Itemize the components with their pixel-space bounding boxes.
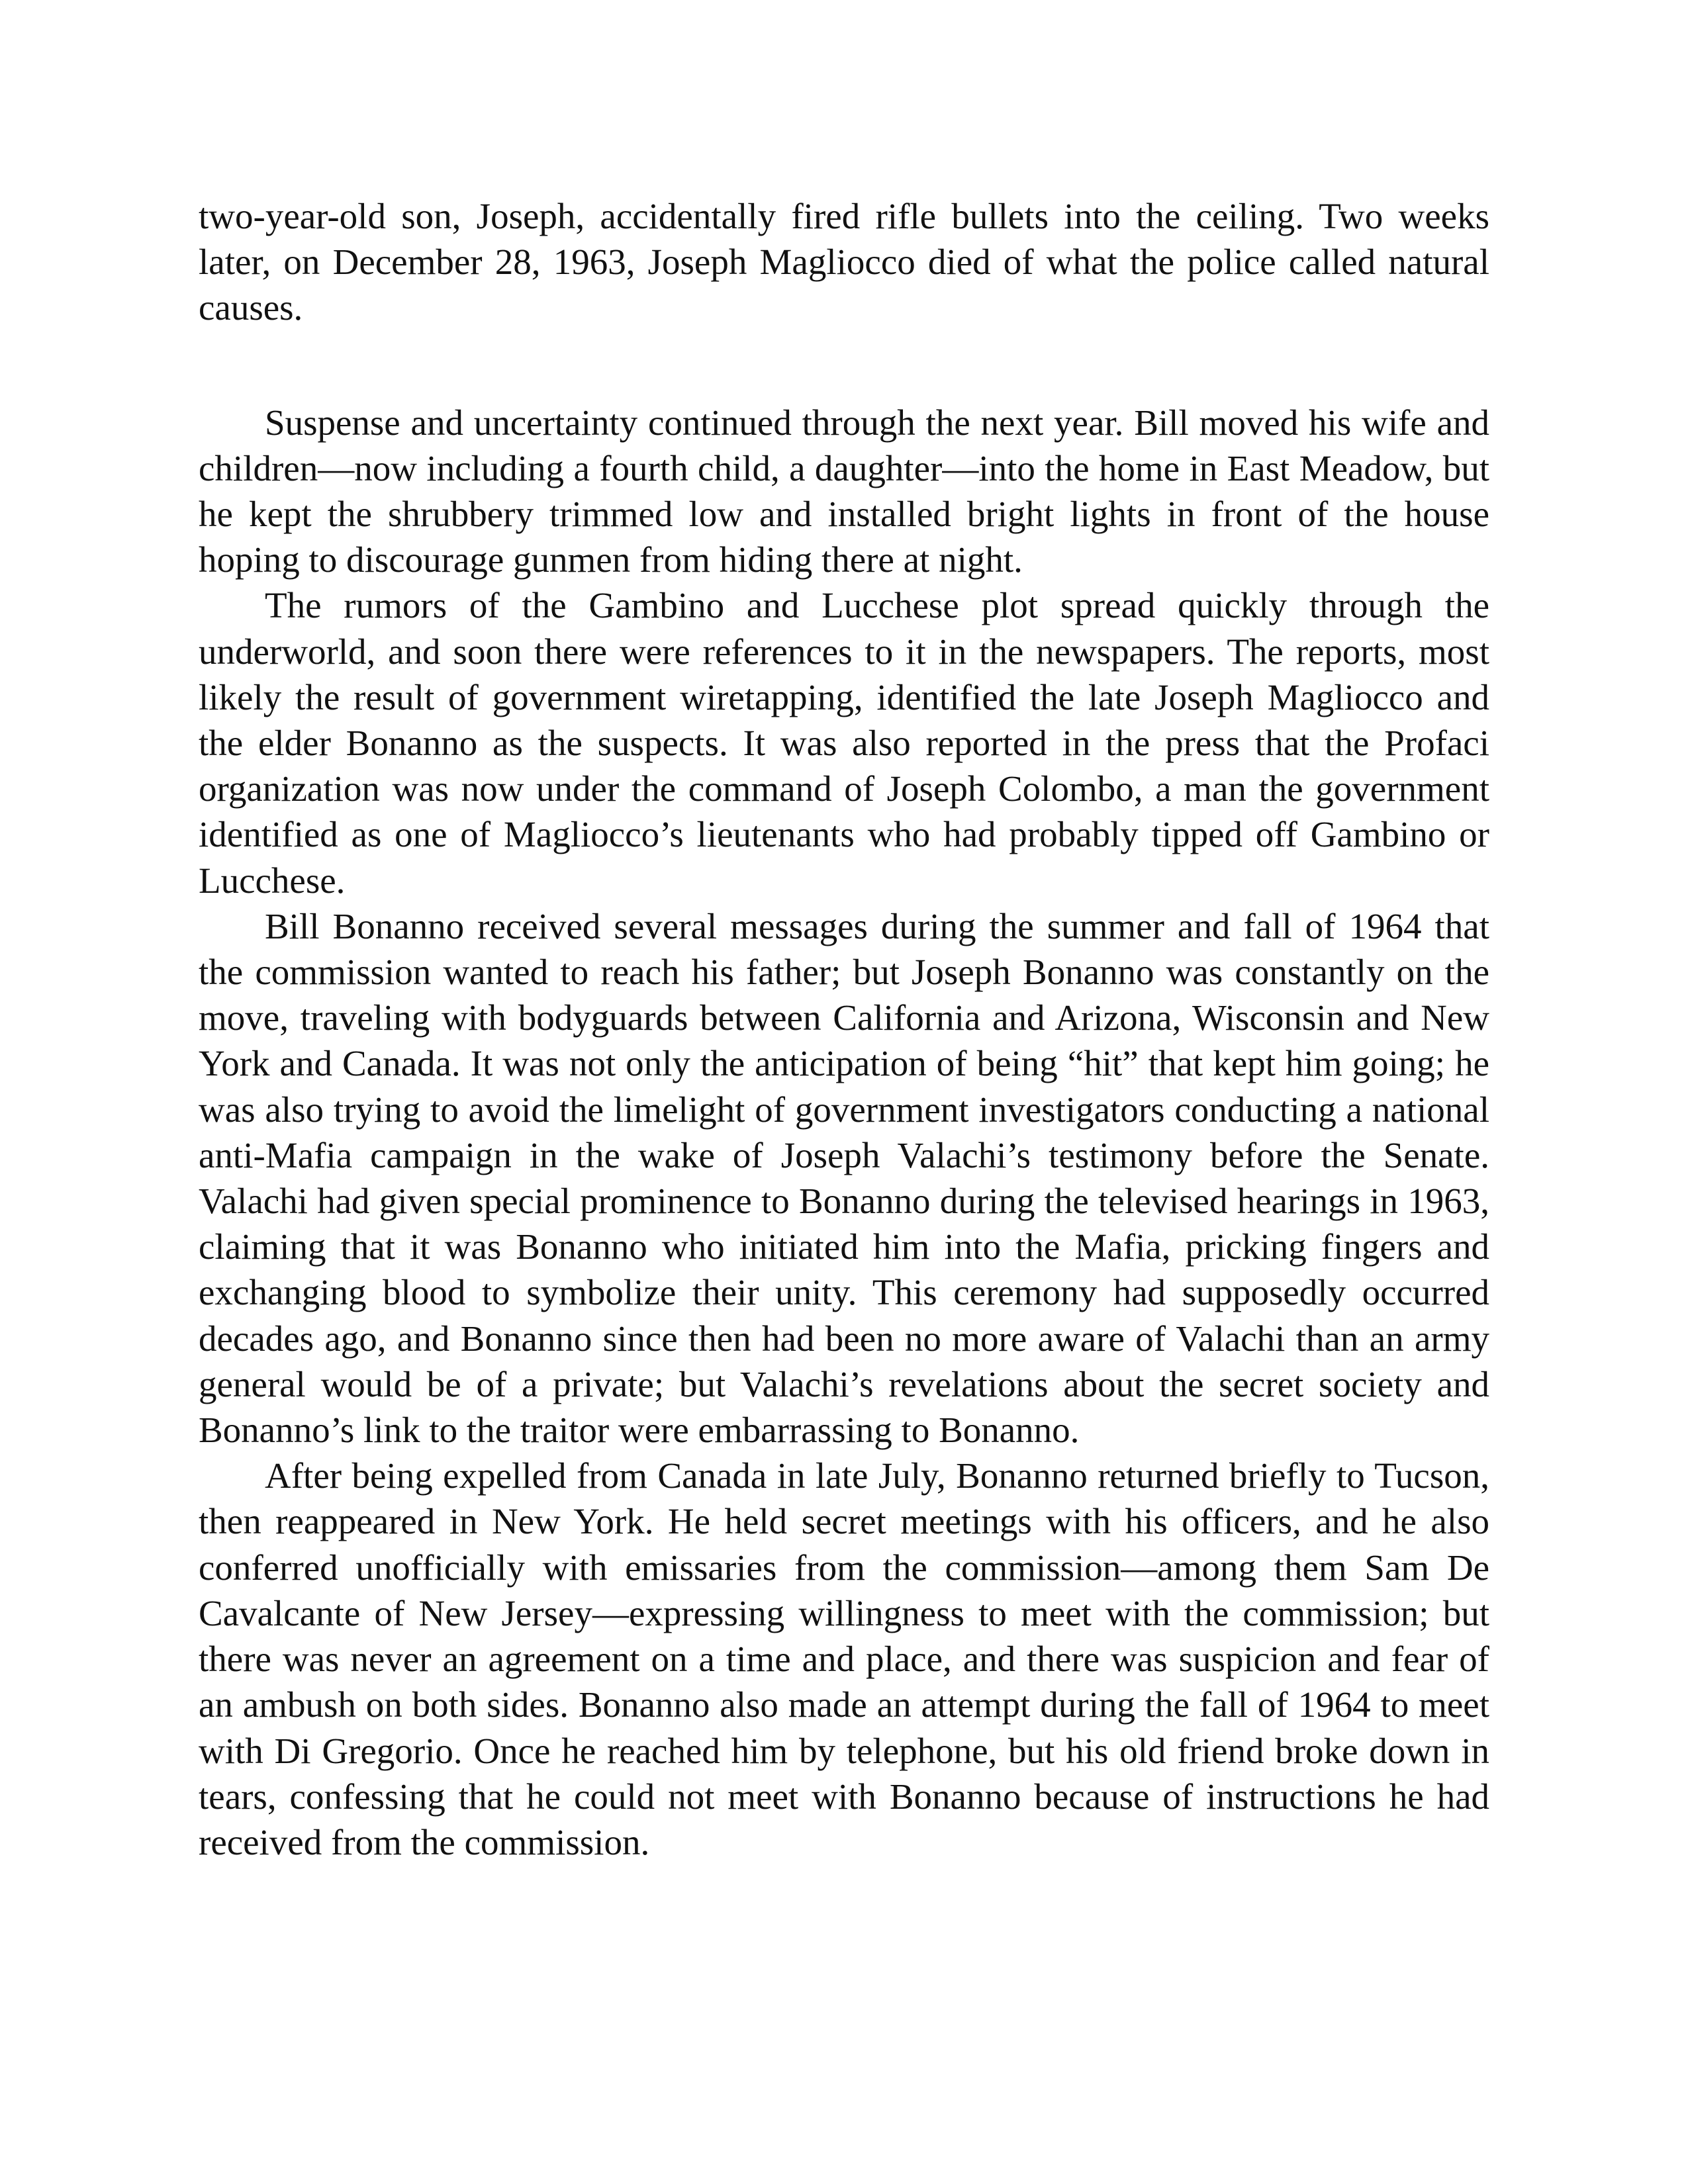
paragraph: The rumors of the Gambino and Lucchese plot spread quickly through the underworld, and soon there were references to it in the newspapers. The reports, most likely the result of government wiretapping, identified the late Joseph Magliocco and the elder Bonanno as the suspects. It was also reported in the press that the Profaci organization was now under the command of Joseph Colombo, a man the government identified as one of Magliocco’s lieutenants who had probably tipped off Gambino or Lucchese. (199, 585, 1489, 901)
paragraph: Suspense and uncertainty continued through the next year. Bill moved his wife and children—now including a fourth child, a daughter—into the home in East Meadow, but he kept the shrubbery trimmed low and installed bright lights in front of the house hoping to discourage gunmen from hiding there at night. (199, 402, 1489, 580)
paragraph-continuation: two-year-old son, Joseph, accidentally fired rifle bullets into the ceiling. Two weeks later, on December 28, 1963, Joseph Magliocco died of what the police called natural causes. (199, 196, 1489, 328)
paragraph: After being expelled from Canada in late July, Bonanno returned briefly to Tucson, then reappeared in New York. He held secret meetings with his officers, and he also conferred unofficially with emissaries from the commission—among them Sam De Cavalcante of New Jersey—expressing willingness to meet with the commission; but there was never an agreement on a time and place, and there was suspicion and fear of an ambush on both sides. Bonanno also made an attempt during the fall of 1964 to meet with Di Gregorio. Once he reached him by telephone, but his old friend broke down in tears, confessing that he could not meet with Bonanno because of instructions he had received from the commission. (199, 1455, 1489, 1862)
paragraph: Bill Bonanno received several messages during the summer and fall of 1964 that the commission wanted to reach his father; but Joseph Bonanno was constantly on the move, traveling with bodyguards between California and Arizona, Wisconsin and New York and Canada. It was not only the anticipation of being “hit” that kept him going; he was also trying to avoid the limelight of government investigators conducting a national anti-Mafia campaign in the wake of Joseph Valachi’s testimony before the Senate. Valachi had given special prominence to Bonanno during the televised hearings in 1963, claiming that it was Bonanno who initiated him into the Mafia, pricking fingers and exchanging blood to symbolize their unity. This ceremony had supposedly occurred decades ago, and Bonanno since then had been no more aware of Valachi than an army general would be of a private; but Valachi’s revelations about the secret society and Bonanno’s link to the traitor were embarrassing to Bonanno. (199, 905, 1489, 1451)
section-break (199, 331, 1489, 400)
document-page (199, 193, 1489, 1865)
